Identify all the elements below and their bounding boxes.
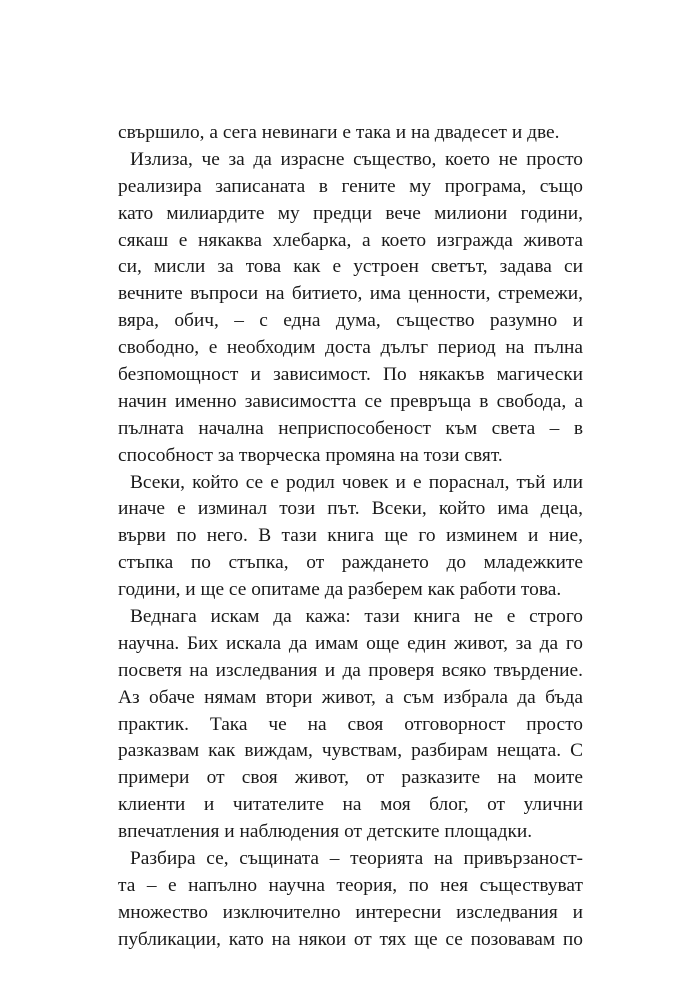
text-line: реализира записаната в гените му програма, също: [118, 175, 583, 197]
text-line: вяра, обич, – с една дума, същество разумно и: [118, 310, 583, 332]
text-line: пълната начална неприспособеност към света – в: [118, 417, 583, 439]
text-line: Разбира се, същината – теорията на привързаност-: [130, 848, 583, 870]
text-line: Излиза, че за да израсне същество, което не просто: [130, 148, 583, 170]
text-line: Аз обаче нямам втори живот, а съм избрала да бъда: [118, 686, 583, 708]
text-line: като милиардите му предци вече милиони години,: [118, 202, 583, 224]
text-line: впечатления и наблюдения от детските площадки.: [118, 821, 533, 843]
paragraph: [118, 604, 583, 846]
text-line: Веднага искам да кажа: тази книга не е строго: [130, 606, 583, 628]
text-line: години, и ще се опитаме да разберем как работи това.: [118, 579, 562, 601]
text-line: примери от своя живот, от разказите на моите: [118, 767, 583, 789]
paragraph: [118, 846, 583, 954]
text-line: безпомощност и зависимост. По някакъв магически: [118, 364, 583, 386]
paragraph: [118, 120, 583, 147]
text-line: вечните въпроси на битието, има ценности, стремежи,: [118, 283, 583, 305]
text-line: множество изключително интересни изследвания и: [118, 901, 583, 923]
paragraph: [118, 470, 583, 604]
text-line: разказвам как виждам, чувствам, разбирам нещата. С: [118, 740, 583, 762]
text-line: научна. Бих искала да имам още един живот, за да го: [118, 632, 583, 654]
text-line: начин именно зависимостта се превръща в свобода, а: [118, 390, 583, 412]
text-line: си, мисли за това как е устроен светът, задава си: [118, 256, 583, 278]
book-page-text: [118, 120, 583, 954]
text-line: та – е напълно научна теория, по нея съществуват: [118, 874, 583, 896]
text-line: върви по него. В тази книга ще го изминем и ние,: [118, 525, 583, 547]
text-line: свършило, а сега невинаги е така и на двадесет и две.: [118, 122, 560, 143]
text-line: клиенти и читателите на моя блог, от улични: [118, 794, 583, 816]
text-line: стъпка по стъпка, от раждането до младежките: [118, 552, 583, 574]
paragraph: [118, 147, 583, 470]
text-line: Всеки, който се е родил човек и е пораснал, тъй или: [130, 471, 583, 493]
text-line: способност за творческа промяна на този свят.: [118, 444, 503, 466]
text-line: публикации, като на някои от тях ще се позовавам по: [118, 928, 583, 950]
text-line: свободно, е необходим доста дълъг период на пълна: [118, 337, 583, 359]
text-line: сякаш е някаква хлебарка, а което изгражда живота: [118, 229, 583, 251]
text-line: практик. Така че на своя отговорност просто: [118, 713, 583, 735]
text-line: посветя на изследвания и да проверя всяко твърдение.: [118, 659, 583, 681]
text-line: иначе е изминал този път. Всеки, който има деца,: [118, 498, 583, 520]
